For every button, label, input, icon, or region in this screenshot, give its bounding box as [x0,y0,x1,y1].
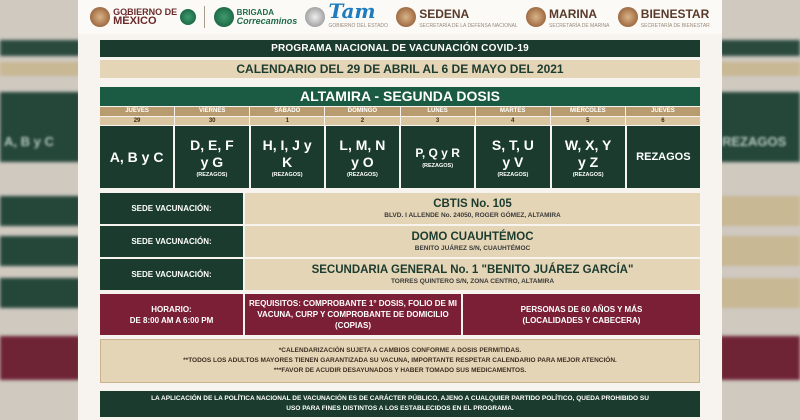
footer-line1: LA APLICACIÓN DE LA POLÍTICA NACIONAL DE VACUNACIÓN ES DE CARÁCTER PÚBLICO, AJENO A CUALQUIER PARTIDO POLÍTICO, QUEDA PROHIBIDO SU [151,395,649,402]
marina-seal-icon [526,7,546,27]
brigada-correcaminos-logo [214,7,298,27]
sede-name: DOMO CUAUHTÉMOC [411,231,534,243]
day-number: 29 [100,117,174,125]
group-note: (REZAGOS) [271,171,303,178]
sedena-sub-label: SECRETARÍA DE LA DEFENSA NACIONAL [419,23,518,29]
program-title: PROGRAMA NACIONAL DE VACUNACIÓN COVID-19 [100,40,700,57]
day-number: 30 [175,117,249,125]
brigada-label: BRIGADA [236,8,275,17]
group-cell [476,126,549,188]
group-cell [326,126,399,188]
day-name: JUEVES [626,107,700,116]
requisitos-text: REQUISITOS: COMPROBANTE 1° DOSIS, FOLIO DE MI VACUNA, CURP Y COMPROBANTE DE DOMICILIO (COPIAS) [249,299,457,330]
sede-row [100,259,700,290]
note-line: **TODOS LOS ADULTOS MAYORES TIENEN GARANTIZADA SU VACUNA, IMPORTANTE RESPETAR CALENDARIO PARA MEJOR ATENCIÓN. [183,357,617,364]
blurred-right-background [720,0,800,420]
day-name: VIERNES [175,107,249,116]
personas-line2: (LOCALIDADES Y CABECERA) [522,315,641,325]
sede-address: BLVD. I ALLENDE No. 24050, ROGER GÓMEZ, ALTAMIRA [384,212,561,219]
day-number: 6 [626,117,700,125]
horario-box [100,294,243,335]
tam-sub-label: GOBIERNO DEL ESTADO [328,23,388,29]
group-cell [175,126,248,188]
group-letters: L, M, N y O [339,136,386,170]
group-note: (REZAGOS) [572,171,604,178]
personas-line1: PERSONAS DE 60 AÑOS Y MÁS [520,304,643,314]
info-row [100,294,700,335]
group-letters: D, E, F y G [190,136,234,170]
group-cell [100,126,173,188]
bienestar-seal-icon [618,7,638,27]
tam-label: Tam [328,0,376,23]
day-number: 4 [476,117,550,125]
logo-strip [78,0,722,34]
group-letters: P, Q y R [415,146,460,160]
day-name: DOMINGO [325,107,399,116]
sedena-seal-icon [396,7,416,27]
sede-row [100,226,700,257]
bienestar-sub-label: SECRETARÍA DE BIENESTAR [640,23,710,29]
requisitos-box [245,294,461,335]
roadrunner-icon [214,7,234,27]
day-number: 2 [325,117,399,125]
group-cell [401,126,474,188]
emblem-icon [180,9,196,25]
footer-line2: USO PARA FINES DISTINTOS A LOS ESTABLECIDOS EN EL PROGRAMA. [286,405,514,412]
mexico-label: MÉXICO [113,15,157,27]
blurred-left-background [0,0,80,420]
group-note: (REZAGOS) [422,163,454,169]
day-name: SÁBADO [250,107,324,116]
bienestar-logo [618,5,710,29]
tamaulipas-logo [305,0,388,29]
day-name: LUNES [401,107,475,116]
horario-value: DE 8:00 AM A 6:00 PM [129,315,214,325]
day-number: 5 [551,117,625,125]
group-cell [552,126,625,188]
marina-logo [526,5,609,29]
letter-groups [100,126,700,188]
group-note: (REZAGOS) [196,171,228,178]
gobierno-mexico-logo [90,7,196,27]
marina-label: MARINA [549,7,598,21]
blurred-right-text: REZAGOS [722,134,787,149]
state-seal-icon [305,7,325,27]
sede-label: SEDE VACUNACIÓN: [100,226,243,257]
sede-row [100,193,700,224]
group-cell [251,126,324,188]
correcaminos-label: Correcaminos [236,16,298,26]
personas-box [463,294,700,335]
sede-address: TORRES QUINTERO S/N, ZONA CENTRO, ALTAMIRA [390,278,555,285]
page-heading: ALTAMIRA - SEGUNDA DOSIS [100,87,700,106]
group-cell [627,126,700,188]
sede-address: BENITO JUÁREZ S/N, CUAUHTÉMOC [414,245,531,252]
day-name: MIÉRCOLES [551,107,625,116]
sede-name: CBTIS No. 105 [433,198,512,210]
sede-name: SECUNDARIA GENERAL No. 1 "BENITO JUÁREZ GARCÍA" [311,264,634,276]
calendar-range: CALENDARIO DEL 29 DE ABRIL AL 6 DE MAYO DEL 2021 [100,60,700,78]
bienestar-label: BIENESTAR [640,7,710,21]
horario-label: HORARIO: [151,304,192,314]
divider [204,6,205,28]
blurred-left-text: A, B y C [4,134,54,149]
sedena-label: SEDENA [419,7,470,21]
note-line: *CALENDARIZACIÓN SUJETA A CAMBIOS CONFORME A DOSIS PERMITIDAS. [278,347,522,354]
note-line: ***FAVOR DE ACUDIR DESAYUNADOS Y HABER TOMADO SUS MEDICAMENTOS. [273,367,527,374]
group-letters: REZAGOS [636,150,691,163]
legal-footer [100,391,700,417]
notes-box [100,339,700,383]
sede-label: SEDE VACUNACIÓN: [100,259,243,290]
group-letters: W, X, Y y Z [564,136,612,170]
day-header [100,107,700,125]
group-note: (REZAGOS) [497,171,529,178]
vaccination-poster [78,0,722,420]
day-number: 3 [401,117,475,125]
group-letters: S, T, U y V [491,136,534,170]
group-note: (REZAGOS) [346,171,378,178]
marina-sub-label: SECRETARÍA DE MARINA [549,23,610,29]
group-letters: H, I, J y K [262,136,312,170]
seal-icon [90,7,110,27]
group-letters: A, B y C [109,148,164,165]
gobierno-label: GOBIERNO DE [113,7,178,17]
sede-label: SEDE VACUNACIÓN: [100,193,243,224]
day-name: MARTES [476,107,550,116]
day-number: 1 [250,117,324,125]
day-name: JUEVES [100,107,174,116]
sedena-logo [396,5,518,29]
